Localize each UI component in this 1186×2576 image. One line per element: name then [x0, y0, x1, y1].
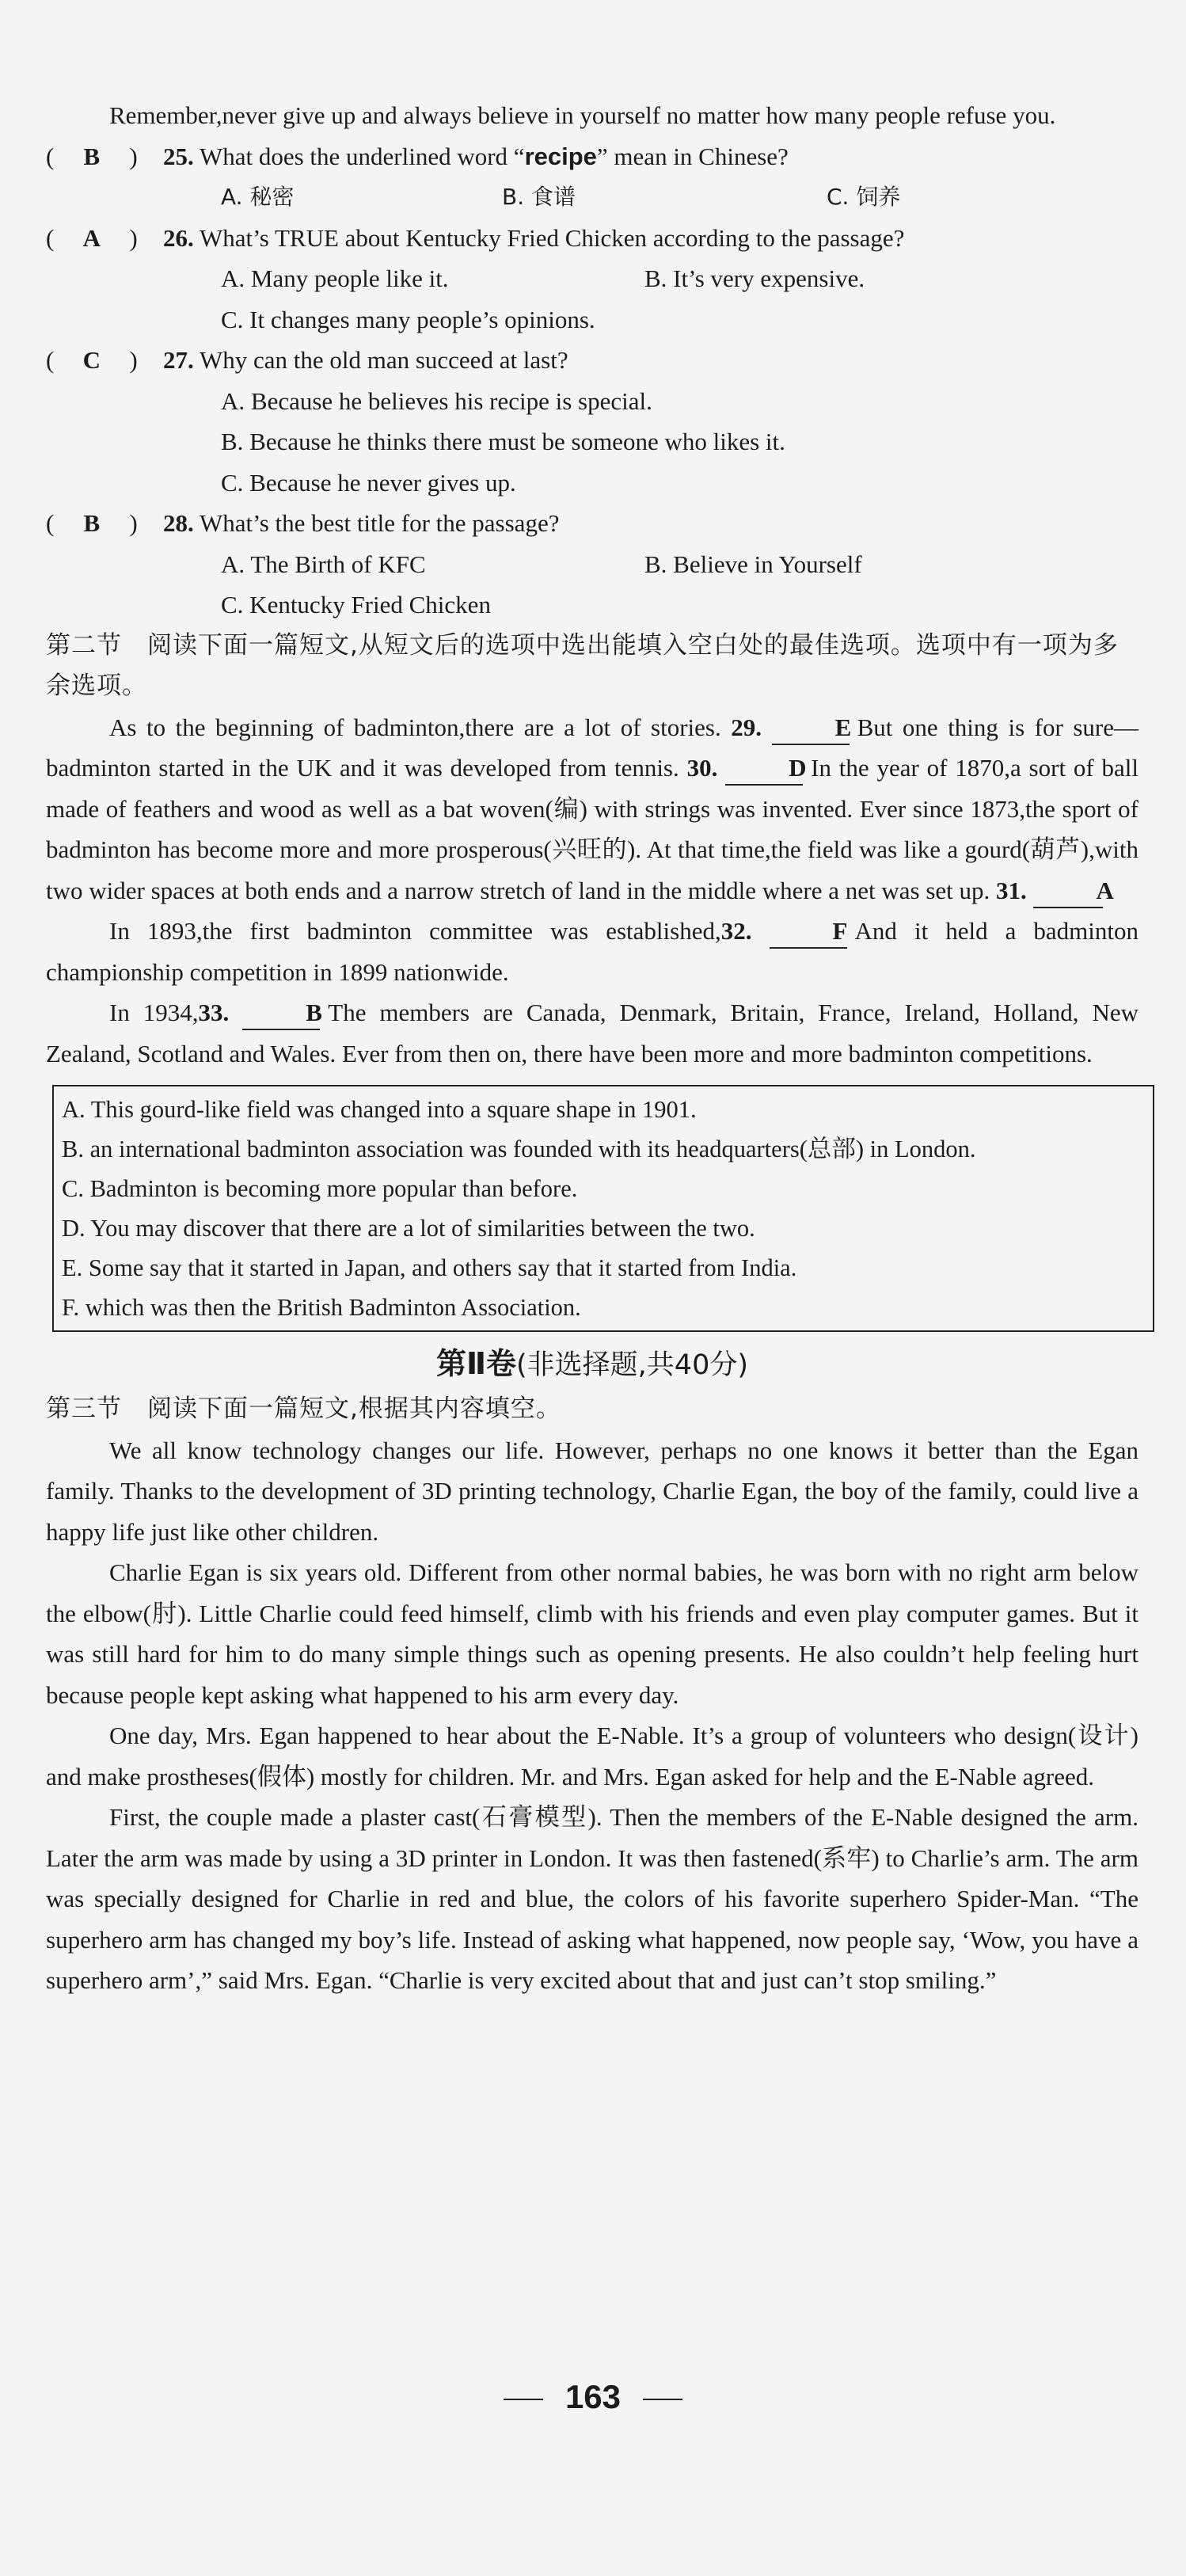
option-c: C. 饲养 — [827, 184, 901, 210]
option-e: E. Some say that it started in Japan, and others say that it started from India. — [62, 1254, 797, 1281]
keyword: recipe — [524, 142, 597, 170]
option-b: B. Believe in Yourself — [644, 550, 862, 578]
option-c: C. It changes many people’s opinions. — [221, 305, 595, 333]
option-b: B. It’s very expensive. — [644, 264, 865, 292]
question-26: ( A ) 26. What’s TRUE about Kentucky Fried Chicken according to the passage? A. Many people like it. B. It’s very expensive. C. It changes many people’s opinions. — [46, 218, 1138, 341]
blank-31: A — [1033, 875, 1103, 908]
passage-paragraph: Charlie Egan is six years old. Different from other normal babies, he was born with no right arm below the elbow(肘). Little Charlie could feed himself, climb with his friends and even play computer games. But it was still hard for him to do many simple things such as opening presents. He also couldn’t help feeling hurt because people kept asking what happened to his arm every day. — [46, 1558, 1138, 1709]
passage-paragraph: In 1893,the first badminton committee was established,32. F And it held a badminton championship competition in 1899 nationwide. — [46, 917, 1139, 986]
option-c: C. Because he never gives up. — [221, 468, 516, 497]
option-a: A. Many people like it. — [221, 264, 449, 292]
page-number: 163 — [0, 2378, 1186, 2416]
question-number: 27. — [163, 346, 194, 374]
blank-33: B — [242, 997, 320, 1030]
option-a: A. This gourd-like field was changed into a square shape in 1901. — [62, 1096, 697, 1123]
question-25: ( B ) 25. What does the underlined word “recipe” mean in Chinese? A. 秘密 B. 食谱 C. 饲养 — [46, 136, 1138, 218]
options — [46, 177, 1138, 218]
section-3-heading: 第三节 阅读下面一篇短文,根据其内容填空。 — [46, 1395, 561, 1423]
passage-paragraph: In 1934,33. B The members are Canada, Denmark, Britain, France, Ireland, Holland, New Zealand, Scotland and Wales. Ever from then on, there have been more and more badminton competitions. — [46, 999, 1139, 1067]
part-2-heading: 第Ⅱ卷(非选择题,共40分) — [435, 1346, 748, 1381]
option-f: F. which was then the British Badminton Association. — [62, 1294, 581, 1321]
passage-paragraph: We all know technology changes our life. However, perhaps no one knows it better than the Egan family. Thanks to the development of 3D printing technology, Charlie Egan, the boy of the family, could live a happy life just like other children. — [46, 1436, 1138, 1546]
dash-right — [643, 2399, 682, 2400]
option-a: A. 秘密 — [221, 184, 295, 210]
intro-paragraph: Remember,never give up and always believe in yourself no matter how many people refuse you. — [109, 101, 1056, 129]
blank-29: E — [772, 712, 850, 745]
answer-slot: ( A ) — [46, 223, 138, 252]
option-b: B. 食谱 — [502, 184, 576, 210]
section-2-heading: 第二节 阅读下面一篇短文,从短文后的选项中选出能填入空白处的最佳选项。选项中有一项为多余选项。 — [46, 630, 1119, 700]
option-c: C. Kentucky Fried Chicken — [221, 591, 491, 618]
page-content — [46, 95, 1138, 2001]
option-a: A. Because he believes his recipe is special. — [221, 386, 652, 415]
passage-paragraph: One day, Mrs. Egan happened to hear about the E-Nable. It’s a group of volunteers who design(设计) and make prostheses(假体) mostly for children. Mr. and Mrs. Egan asked for help and the E-Nable agreed. — [46, 1722, 1138, 1790]
option-c: C. Badminton is becoming more popular than before. — [62, 1175, 578, 1202]
passage-paragraph: First, the couple made a plaster cast(石膏模型). Then the members of the E-Nable designed the arm. Later the arm was made by using a 3D printer in London. It was then fastened(系牢) to Charlie’s arm. The arm was specially designed for Charlie in red and blue, the colors of his favorite superhero Spider-Man. “The superhero arm has changed my boy’s life. Instead of asking what happened, now people say, ‘Wow, you have a superhero arm’,” said Mrs. Egan. “Charlie is very excited about that and just can’t stop smiling.” — [46, 1803, 1138, 1994]
question-number: 28. — [163, 509, 194, 537]
answer-slot: ( B ) — [46, 509, 138, 537]
option-b: B. Because he thinks there must be someone who likes it. — [221, 428, 785, 455]
answer-slot: ( B ) — [46, 142, 138, 170]
blank-30: D — [725, 752, 803, 786]
dash-left — [504, 2399, 543, 2400]
answer-slot: ( C ) — [46, 346, 138, 374]
question-28: ( B ) 28. What’s the best title for the passage? A. The Birth of KFC B. Believe in Yourself C. Kentucky Fried Chicken — [46, 503, 1138, 626]
options-box — [52, 1085, 1154, 1332]
question-27: ( C ) 27. Why can the old man succeed at last? A. Because he believes his recipe is special. B. Because he thinks there must be someone who likes it. C. Because he never gives up. — [46, 340, 1138, 503]
question-number: 25. — [163, 142, 194, 170]
passage-paragraph: As to the beginning of badminton,there are a lot of stories. 29. E But one thing is for sure—badminton started in the UK and it was developed from tennis. 30. D In the year of 1870,a sort of ball made of feathers and wood as well as a bat woven(编) with strings was invented. Ever since 1873,the sport of badminton has become more and more prosperous(兴旺的). At that time,the field was like a gourd(葫芦),with two wider spaces at both ends and a narrow stretch of land in the middle where a net was set up. 31. A — [46, 707, 1138, 911]
option-a: A. The Birth of KFC — [221, 550, 426, 578]
option-b: B. an international badminton association was founded with its headquarters(总部) in London. — [62, 1136, 976, 1162]
option-d: D. You may discover that there are a lot of similarities between the two. — [62, 1215, 755, 1242]
blank-32: F — [770, 915, 847, 949]
question-number: 26. — [163, 223, 194, 252]
